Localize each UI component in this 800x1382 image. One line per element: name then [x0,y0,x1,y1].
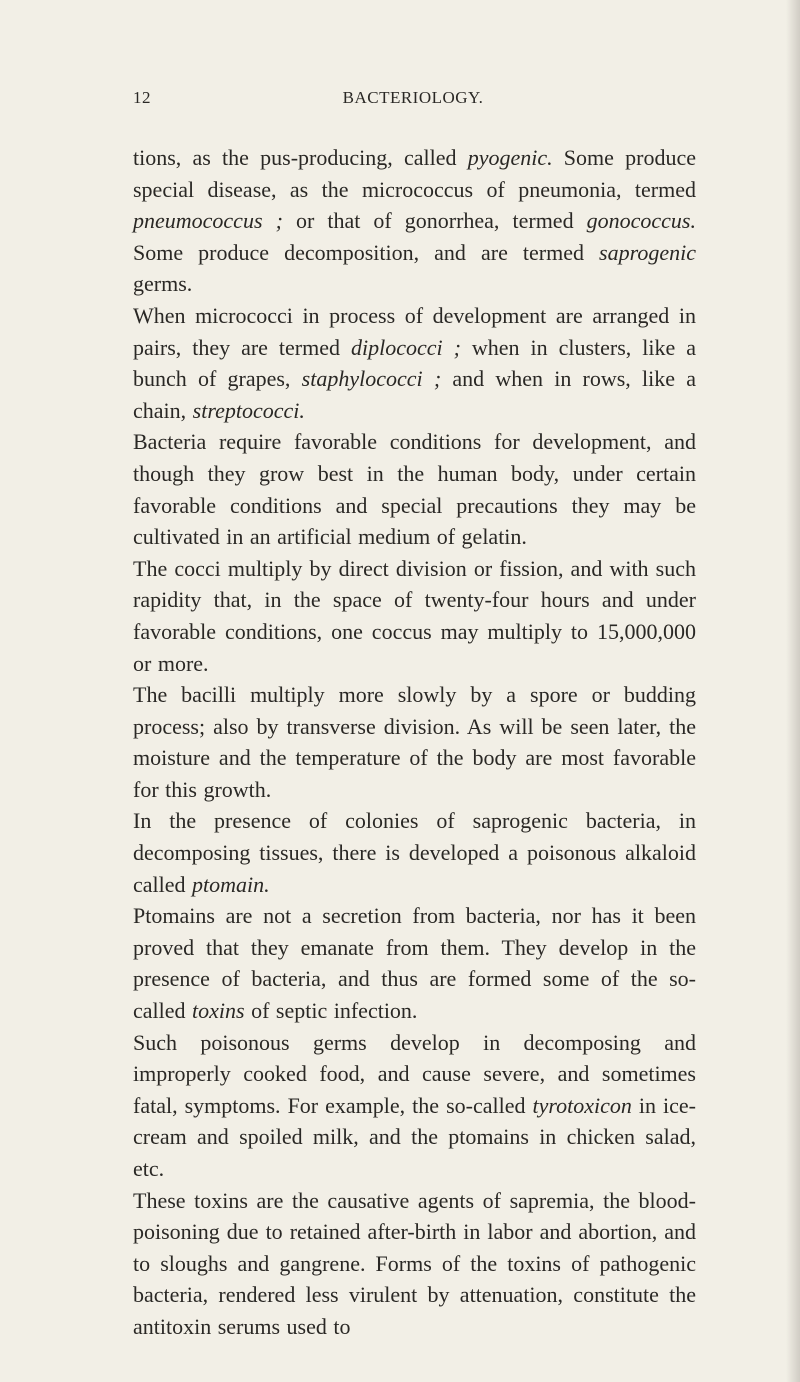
paragraph-toxins: Ptomains are not a secretion from bacteria, nor has it been proved that they emanate from them. They develop in the presence of bacteria, and thus are formed some of the so-called toxins of septic infection. [133,903,696,1024]
paragraph-sapremia: These toxins are the causative agents of sapremia, the blood-poisoning due to retained after-birth in labor and abortion, and to sloughs and gangrene. Forms of the toxins of pathogenic bacteria, rendered less virulent by attenuation, constitute the antitoxin serums used to [133,1187,696,1339]
paragraph-pyogenic: tions, as the pus-producing, called pyogenic. Some produce special disease, as the micrococcus of pneumonia, termed pneumococcus ; or that of gonorrhea, termed gonococcus. Some produce decomposition, and are termed saprogenic germs. [133,145,696,297]
term-diplococci: diplococci ; [350,334,461,360]
term-ptomain: ptomain. [192,871,270,897]
term-gonococcus: gonococcus. [586,208,696,234]
term-toxins: toxins [192,998,245,1024]
running-header [133,88,693,114]
term-saprogenic: saprogenic [599,239,696,265]
term-pyogenic: pyogenic. [467,145,553,170]
paragraph-cocci: The cocci multiply by direct division or fission, and with such rapidity that, in the space of twenty-four hours and under favorable conditions, one coccus may multiply to 15,000,000 or more. [133,555,696,676]
term-pneumococcus: pneumococcus ; [133,208,283,234]
term-staphylococci: staphylococci ; [301,366,442,392]
paragraph-ptomain: In the presence of colonies of saprogenic bacteria, in decomposing tissues, there is developed a poisonous alkaloid called ptomain. [133,808,696,897]
paragraph-micrococci: When micrococci in process of development are arranged in pairs, they are termed diplococci ; when in clusters, like a bunch of grapes, staphylococci ; and when in rows, like a chain, streptococci. [133,302,696,423]
term-tyrotoxicon: tyrotoxicon [532,1092,632,1118]
paragraph-conditions: Bacteria require favorable conditions for development, and though they grow best in the human body, under certain favorable conditions and special precautions they may be cultivated in an artificial medium of gelatin. [133,429,696,550]
paragraph-bacilli: The bacilli multiply more slowly by a spore or budding process; also by transverse division. As will be seen later, the moisture and the temperature of the body are most favorable for this growth. [133,682,696,802]
paragraph-poisonous-germs: Such poisonous germs develop in decomposing and improperly cooked food, and cause severe, and sometimes fatal, symptoms. For example, the so-called tyrotoxicon in ice-cream and spoiled milk, and the ptomains in chicken salad, etc. [133,1029,696,1181]
page-edge-shadow [786,0,800,1382]
body-text [133,142,696,1343]
page-number: 12 [133,88,151,107]
term-streptococci: streptococci. [192,397,305,423]
running-title: BACTERIOLOGY. [342,88,484,107]
